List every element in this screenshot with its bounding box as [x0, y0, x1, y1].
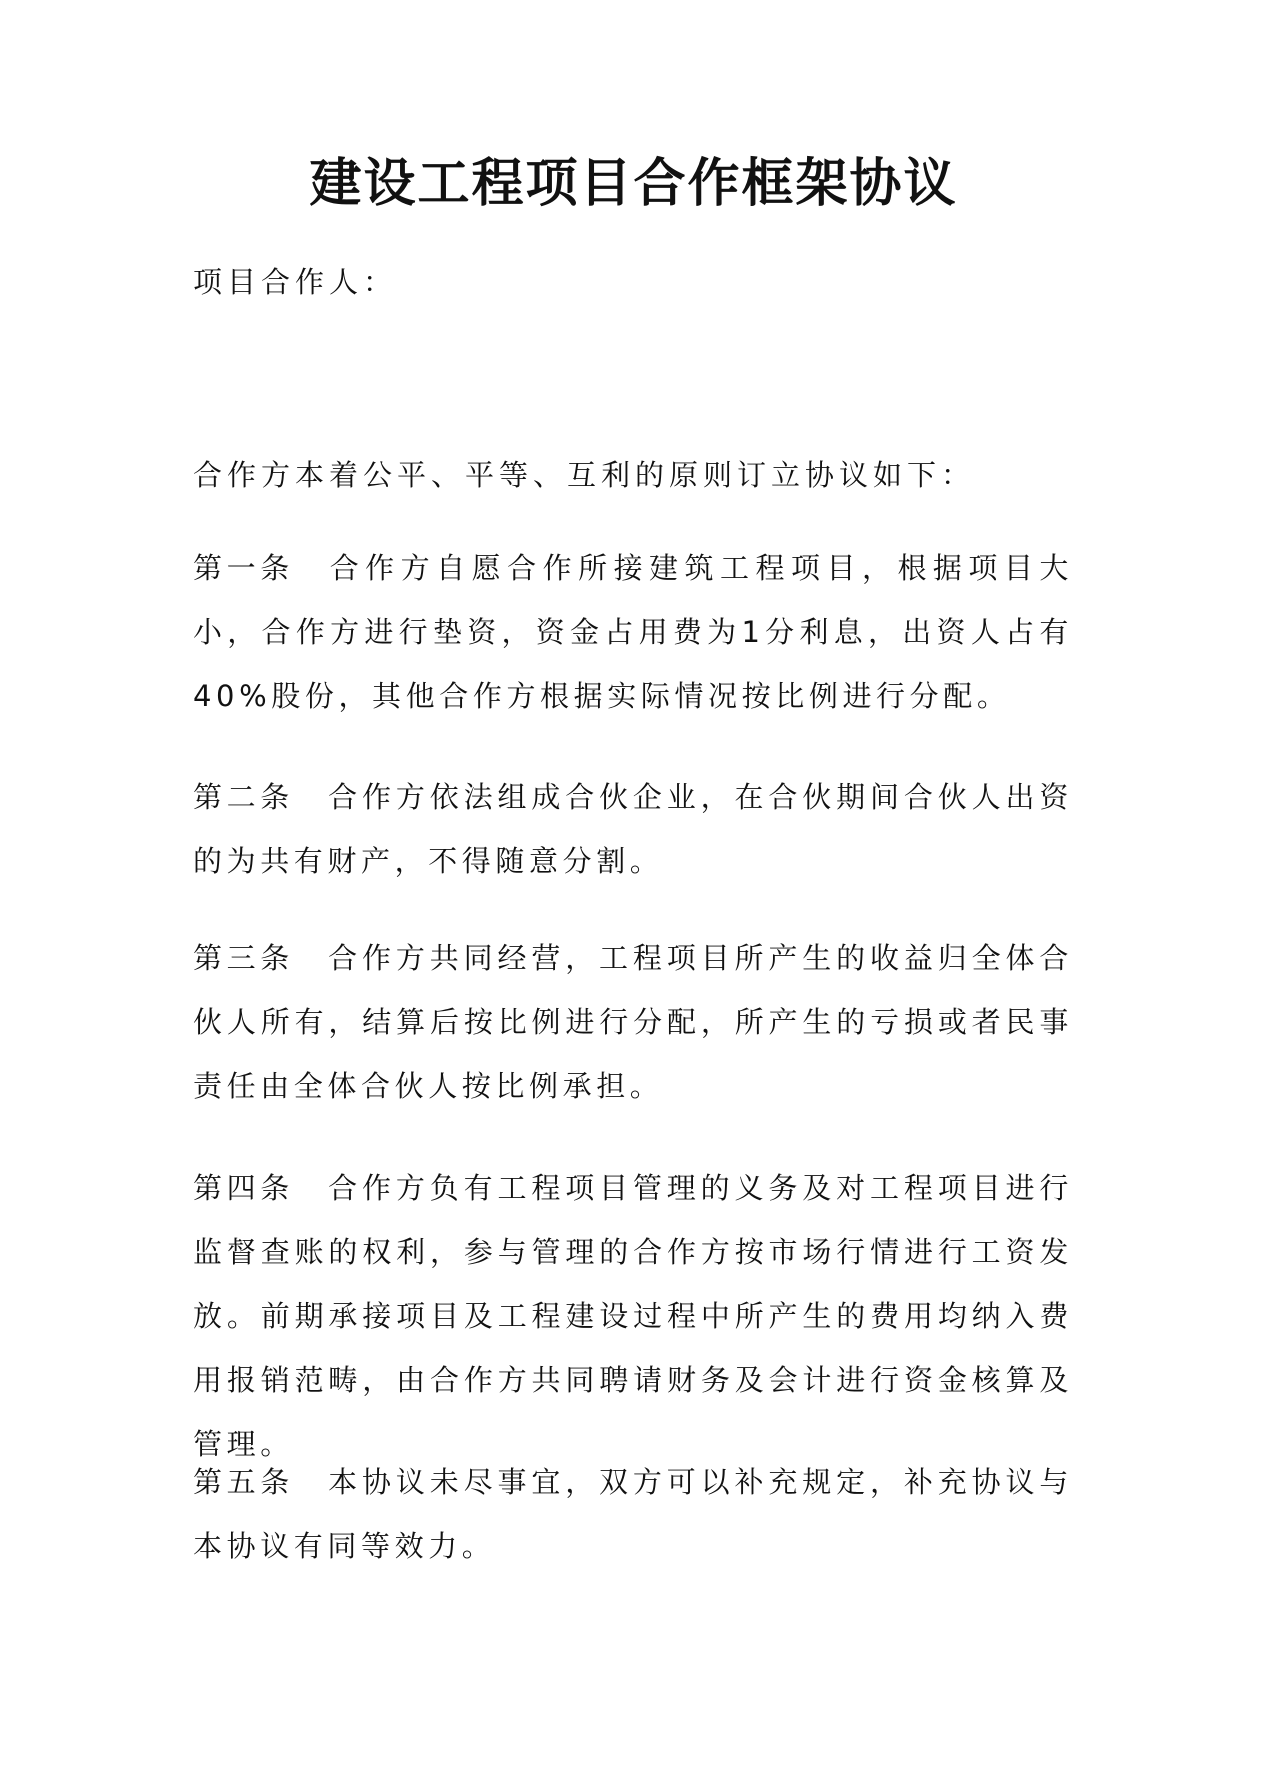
clause-text: 本协议未尽事宜，双方可以补充规定，补充协议与本协议有同等效力。 — [193, 1465, 1073, 1563]
clause-5 — [193, 1450, 1073, 1578]
clause-number: 第一条 — [193, 551, 294, 585]
clause-1 — [193, 536, 1073, 728]
clause-number: 第四条 — [193, 1171, 294, 1205]
clause-4 — [193, 1156, 1073, 1476]
clause-text: 合作方共同经营，工程项目所产生的收益归全体合伙人所有，结算后按比例进行分配，所产生的亏损或者民事责任由全体合伙人按比例承担。 — [193, 941, 1073, 1103]
clause-number: 第三条 — [193, 941, 294, 975]
clause-text: 合作方负有工程项目管理的义务及对工程项目进行监督查账的权利，参与管理的合作方按市场行情进行工资发放。前期承接项目及工程建设过程中所产生的费用均纳入费用报销范畴，由合作方共同聘请财务及会计进行资金核算及管理。 — [193, 1171, 1073, 1461]
clause-text: 合作方依法组成合伙企业，在合伙期间合伙人出资的为共有财产，不得随意分割。 — [193, 780, 1073, 878]
clause-3 — [193, 926, 1073, 1118]
clause-number: 第五条 — [193, 1465, 294, 1499]
clause-text: 合作方自愿合作所接建筑工程项目，根据项目大小，合作方进行垫资，资金占用费为1分利息，出资人占有40%股份，其他合作方根据实际情况按比例进行分配。 — [193, 551, 1073, 713]
intro-paragraph: 合作方本着公平、平等、互利的原则订立协议如下： — [193, 458, 976, 492]
clause-number: 第二条 — [193, 780, 294, 814]
party-label: 项目合作人： — [193, 265, 398, 299]
clause-2 — [193, 765, 1073, 893]
document-title: 建设工程项目合作框架协议 — [309, 154, 958, 214]
